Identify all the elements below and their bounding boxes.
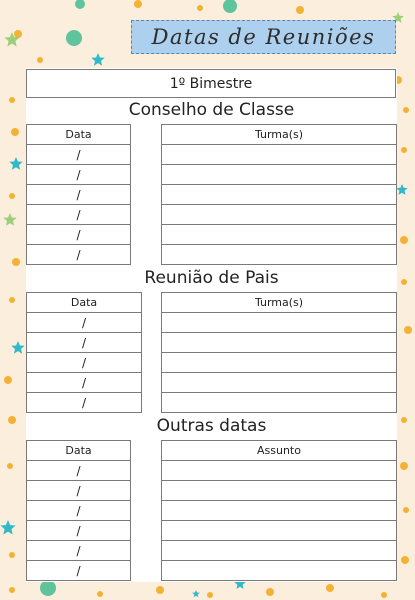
confetti-dot (223, 0, 237, 13)
confetti-dot (9, 587, 15, 593)
date-column-header: Data (27, 125, 131, 145)
confetti-dot (40, 580, 56, 596)
table-row (162, 245, 397, 265)
table-row (162, 165, 397, 185)
table-row (27, 185, 131, 205)
date-cell: / (27, 245, 131, 265)
confetti-dot (66, 30, 82, 46)
table-row (162, 185, 397, 205)
confetti-dot (207, 592, 213, 598)
confetti-dot (403, 107, 409, 113)
confetti-dot (4, 376, 12, 384)
date-cell: / (27, 373, 142, 393)
table-row (162, 333, 397, 353)
date-column-header: Data (27, 441, 131, 461)
confetti-dot (401, 147, 407, 153)
confetti-dot (404, 326, 412, 334)
confetti-star (9, 157, 22, 170)
confetti-dot (197, 5, 203, 11)
table-row (27, 541, 131, 561)
section-title-conselho: Conselho de Classe (128, 100, 295, 120)
confetti-dot (400, 236, 408, 244)
detail-cell (162, 245, 397, 265)
table-row (162, 501, 397, 521)
confetti-dot (403, 507, 409, 513)
table-row (162, 145, 397, 165)
table-row (162, 481, 397, 501)
table-row (27, 333, 142, 353)
period-header (26, 69, 396, 98)
date-cell: / (27, 561, 131, 581)
table-row (162, 313, 397, 333)
confetti-star (3, 213, 16, 226)
date-cell: / (27, 145, 131, 165)
confetti-dot (401, 556, 409, 564)
date-column-header: Data (27, 293, 142, 313)
table-row (162, 561, 397, 581)
date-cell: / (27, 333, 142, 353)
date-cell: / (27, 393, 142, 413)
detail-table-outras-datas (161, 440, 397, 581)
detail-column-header: Turma(s) (162, 125, 397, 145)
table-row (27, 393, 142, 413)
table-row (27, 165, 131, 185)
section-title-reuniao-pais: Reunião de Pais (144, 268, 279, 288)
confetti-dot (11, 128, 19, 136)
confetti-star (91, 53, 104, 66)
detail-cell (162, 185, 397, 205)
confetti-dot (381, 592, 387, 598)
table-row (27, 501, 131, 521)
confetti-star (192, 590, 200, 597)
detail-cell (162, 521, 397, 541)
table-row (162, 353, 397, 373)
confetti-dot (9, 552, 15, 558)
confetti-dot (266, 588, 274, 596)
table-row (162, 393, 397, 413)
period-label: 1º Bimestre (169, 75, 253, 92)
detail-cell (162, 333, 397, 353)
section-title-outras-datas: Outras datas (156, 416, 267, 436)
table-row (27, 353, 142, 373)
date-table-conselho (26, 124, 131, 265)
date-cell: / (27, 521, 131, 541)
table-row (27, 561, 131, 581)
confetti-dot (8, 416, 16, 424)
table-row (162, 205, 397, 225)
detail-table-reuniao-pais (161, 292, 397, 413)
table-row (162, 225, 397, 245)
table-row (27, 461, 131, 481)
confetti-dot (401, 417, 407, 423)
table-row (27, 225, 131, 245)
detail-cell (162, 461, 397, 481)
confetti-dot (97, 591, 103, 597)
date-cell: / (27, 501, 131, 521)
confetti-dot (9, 97, 15, 103)
date-cell: / (27, 165, 131, 185)
date-cell: / (27, 353, 142, 373)
confetti-dot (7, 463, 13, 469)
detail-cell (162, 561, 397, 581)
confetti-dot (401, 279, 407, 285)
detail-table-conselho (161, 124, 397, 265)
table-row (27, 521, 131, 541)
detail-cell (162, 481, 397, 501)
table-row (162, 541, 397, 561)
confetti-dot (400, 462, 408, 470)
table-row (27, 373, 142, 393)
confetti-dot (134, 0, 142, 8)
confetti-dot (9, 297, 15, 303)
confetti-star (11, 341, 24, 354)
date-cell: / (27, 541, 131, 561)
detail-cell (162, 353, 397, 373)
page-title-text: Datas de Reuniões (151, 25, 376, 49)
table-row (162, 521, 397, 541)
confetti-dot (296, 6, 304, 14)
table-row (162, 461, 397, 481)
date-cell: / (27, 205, 131, 225)
confetti-star (0, 520, 15, 535)
detail-cell (162, 541, 397, 561)
confetti-dot (9, 193, 15, 199)
date-cell: / (27, 481, 131, 501)
detail-column-header: Turma(s) (162, 293, 397, 313)
date-cell: / (27, 313, 142, 333)
table-row (27, 205, 131, 225)
detail-cell (162, 313, 397, 333)
detail-cell (162, 225, 397, 245)
confetti-dot (12, 258, 20, 266)
page-title (131, 20, 396, 54)
date-table-reuniao-pais (26, 292, 142, 413)
detail-cell (162, 145, 397, 165)
detail-cell (162, 373, 397, 393)
table-row (27, 313, 142, 333)
date-cell: / (27, 461, 131, 481)
table-row (27, 245, 131, 265)
confetti-star (396, 184, 407, 195)
confetti-dot (75, 0, 85, 9)
detail-cell (162, 165, 397, 185)
date-cell: / (27, 225, 131, 245)
date-table-outras-datas (26, 440, 131, 581)
table-row (27, 481, 131, 501)
table-row (27, 145, 131, 165)
detail-column-header: Assunto (162, 441, 397, 461)
confetti-dot (326, 584, 334, 592)
detail-cell (162, 393, 397, 413)
table-row (162, 373, 397, 393)
confetti-dot (14, 30, 22, 38)
detail-cell (162, 205, 397, 225)
confetti-dot (156, 586, 164, 594)
confetti-dot (37, 57, 43, 63)
detail-cell (162, 501, 397, 521)
date-cell: / (27, 185, 131, 205)
